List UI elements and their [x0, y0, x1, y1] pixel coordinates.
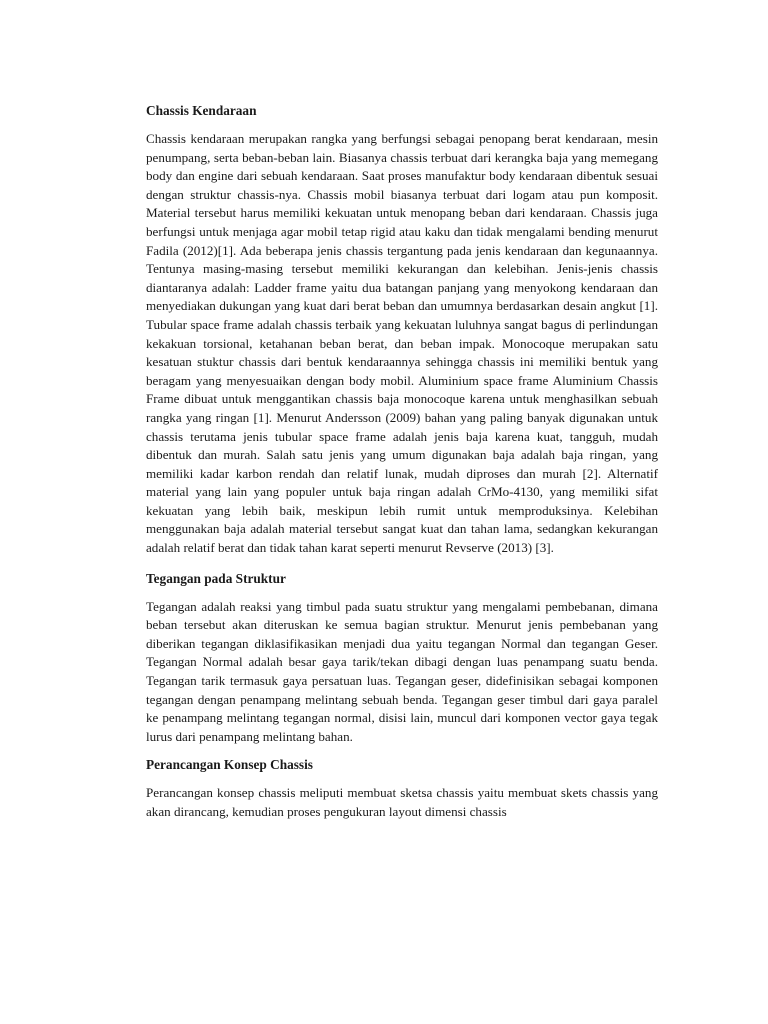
section-body-tegangan-pada-struktur: Tegangan adalah reaksi yang timbul pada suatu struktur yang mengalami pembebanan, dimana beban tersebut akan diteruskan ke semua bagian struktur. Menurut jenis pembebanan yang diberikan tegangan diklasifikasikan menjadi dua yaitu tegangan Normal dan tegangan Geser. Tegangan Normal adalah besar gaya tarik/tekan dibagi dengan luas penampang suatu benda. Tegangan tarik termasuk gaya persatuan luas. Tegangan geser, didefinisikan sebagai komponen tegangan dengan penampang melintang sebuah benda. Tegangan geser timbul dari gaya paralel ke penampang melintang tegangan normal, disisi lain, muncul dari komponen vector gaya tegak lurus dari penampang melintang bahan.	[146, 598, 658, 744]
section-heading-perancangan-konsep-chassis: Perancangan Konsep Chassis	[146, 757, 313, 773]
section-body-chassis-kendaraan: Chassis kendaraan merupakan rangka yang berfungsi sebagai penopang berat kendaraan, mesin penumpang, serta beban-beban lain. Biasanya chassis terbuat dari kerangka baja yang memegang body dan engine dari sebuah kendaraan. Saat proses manufaktur body kendaraan dibentuk sesuai dengan struktur chassis-nya. Chassis mobil biasanya terbuat dari logam atau pun komposit. Material tersebut harus memiliki kekuatan untuk menopang beban dari kendaraan. Chassis juga berfungsi untuk menjaga agar mobil tetap rigid atau kaku dan tidak mengalami bending menurut Fadila (2012)[1]. Ada beberapa jenis chassis tergantung pada jenis kendaraan dan kegunaannya. Tentunya masing-masing tersebut memiliki kekurangan dan kelebihan. Jenis-jenis chassis diantaranya adalah: Ladder frame yaitu dua batangan panjang yang menyokong kendaraan dan menyediakan dukungan yang kuat dari berat beban dan umumnya berdasarkan desain angkut [1]. Tubular space frame adalah chassis terbaik yang kekuatan luluhnya sangat bagus di perlindungan kekakuan torsional, ketahanan beban berat, dan beban impak. Monocoque merupakan satu kesatuan stuktur chassis dari bentuk kendaraannya sehingga chassis ini memiliki bentuk yang beragam yang menyesuaikan dengan body mobil. Aluminium space frame Aluminium Chassis Frame dibuat untuk menggantikan chassis baja monocoque karena untuk menghasilkan sebuah rangka yang ringan [1]. Menurut Andersson (2009) bahan yang paling banyak digunakan untuk chassis terutama jenis tubular space frame adalah jenis baja karena kuat, tangguh, mudah dibentuk dan murah. Salah satu jenis yang umum digunakan baja adalah baja ringan, yang memiliki kadar karbon rendah dan relatif lunak, mudah diproses dan murah [2]. Alternatif material yang lain yang populer untuk baja ringan adalah CrMo-4130, yang memiliki sifat kekuatan yang lebih baik, meskipun lebih rumit untuk memproduksinya. Kelebihan menggunakan baja adalah material tersebut sangat kuat dan tahan lama, sedangkan kekurangan adalah relatif berat dan tidak tahan karat seperti menurut Revserve (2013) [3].	[146, 131, 658, 556]
section-heading-tegangan-pada-struktur: Tegangan pada Struktur	[146, 570, 286, 586]
section-body-perancangan-konsep-chassis: Perancangan konsep chassis meliputi membuat sketsa chassis yaitu membuat skets chassis yang akan dirancang, kemudian proses pengukuran layout dimensi chassis	[146, 785, 658, 819]
document-page	[146, 102, 658, 822]
section-heading-chassis-kendaraan: Chassis Kendaraan	[146, 103, 257, 118]
